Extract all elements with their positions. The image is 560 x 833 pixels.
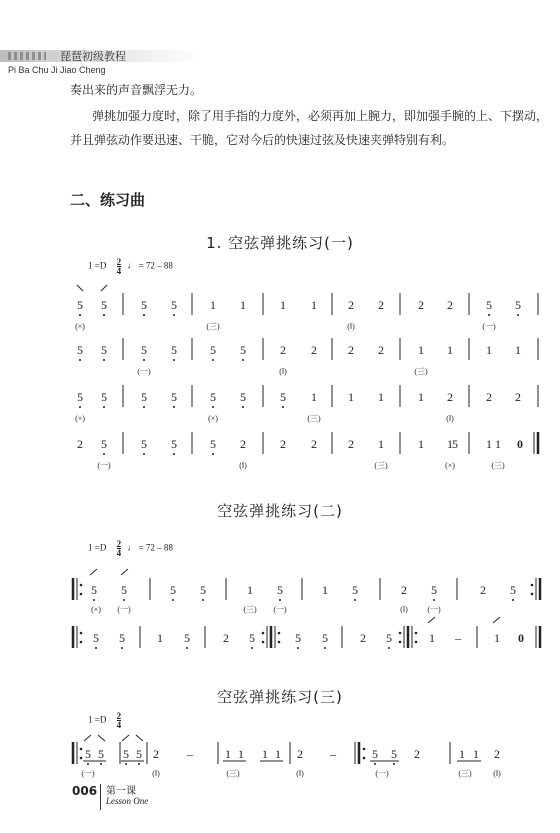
repeat-end-bar [531,578,540,600]
repeat-mid-bar-3 [355,742,365,764]
svg-text:0: 0 [518,631,524,645]
key-signature: 1 =D [88,714,107,725]
svg-text:1: 1 [322,583,328,597]
svg-text:5: 5 [136,747,142,761]
string-mark: (×) [445,461,455,470]
note: 5 [210,437,216,451]
note: 5 [77,390,83,404]
note: 5 [101,437,107,451]
lesson-label-cn: 第一课 [106,786,136,797]
svg-text:5: 5 [170,583,176,597]
note: 5 [141,390,147,404]
svg-text:–: – [330,747,336,761]
note: 5 [240,343,246,357]
svg-text:–: – [455,631,461,645]
string-mark: (×) [208,414,218,423]
svg-text:5: 5 [249,631,255,645]
book-title-pinyin: Pi Ba Chu Ji Jiao Cheng [8,65,106,75]
tempo: = 72 – 88 [138,260,173,271]
note: 2 [77,437,83,451]
note: 1 [348,390,354,404]
note: 1 [515,343,521,357]
string-mark: (一) [137,367,151,376]
note: 2 [348,298,354,312]
svg-text:5: 5 [510,583,516,597]
svg-text:5: 5 [119,631,125,645]
note: 2 [378,298,384,312]
repeat-start-bar-2 [73,626,82,648]
note: 2 [311,343,317,357]
tempo: = 72 – 88 [138,542,173,553]
svg-text:(一): (一) [117,605,131,614]
string-mark: (三) [414,367,428,376]
svg-text:(三): (三) [226,769,240,778]
svg-text:2: 2 [414,747,420,761]
time-signature: $\frac{2}{4}$ [116,711,122,730]
note: 2 [515,390,521,404]
lesson-label-en: Lesson One [106,796,149,806]
note: 5 [77,298,83,312]
svg-text:5: 5 [277,583,283,597]
note: 5 [171,298,177,312]
svg-text:1: 1 [262,747,268,761]
note: 2 [348,343,354,357]
exercise-1-title: 1. 空弦弹挑练习(一) [206,234,354,252]
note: 2 [486,390,492,404]
svg-text:2: 2 [401,583,407,597]
repeat-start-bar-3 [73,742,82,764]
svg-text:1: 1 [494,631,500,645]
note: 1 [378,437,384,451]
string-mark: (‖) [279,367,287,376]
svg-text:2: 2 [360,631,366,645]
svg-text:(‖): (‖) [152,769,160,778]
note: 2 [240,437,246,451]
svg-text:(×): (×) [91,605,101,614]
body-line-2: 弹挑加强力度时，除了用手指的力度外，必须再加上腕力，即加强手腕的上、下摆动， [92,109,549,123]
svg-text:5: 5 [322,631,328,645]
note: 5 [210,390,216,404]
note: 5 [515,298,521,312]
string-mark: (三) [307,414,321,423]
repeat-mid-bar [262,626,281,648]
body-line-3: 并且弹弦动作要迅速、干脆，它对今后的快速过弦及快速夹弹特别有利。 [70,133,455,147]
svg-text:2: 2 [297,747,303,761]
key-signature: 1 =D [88,260,107,271]
string-mark: (一) [482,322,496,331]
footer-divider [100,784,101,810]
note: 1 [210,298,216,312]
string-mark: (一) [97,461,111,470]
note: 5 [141,437,147,451]
key-signature: 1 =D [88,542,107,553]
book-title: 琵琶初级教程 [60,50,126,63]
note: 1 [280,298,286,312]
body-line-1: 奏出来的声音飘浮无力。 [70,83,203,97]
svg-text:(一): (一) [427,605,441,614]
svg-text:2: 2 [480,583,486,597]
svg-text:5: 5 [123,747,129,761]
note: 1 [311,390,317,404]
svg-text:(一): (一) [375,769,389,778]
note: 0 [517,437,523,451]
note: 5 [240,390,246,404]
note: 1 [311,298,317,312]
svg-text:1: 1 [157,631,163,645]
svg-text:(‖): (‖) [400,605,408,614]
note: 2 [348,437,354,451]
note: 1 [447,343,453,357]
note: 2 [378,343,384,357]
string-mark: (×) [75,414,85,423]
time-signature: $\frac{2}{4}$ [116,257,122,276]
svg-text:2: 2 [153,747,159,761]
svg-text:(三): (三) [458,769,472,778]
string-mark: (‖) [347,322,355,331]
svg-text:1: 1 [247,583,253,597]
repeat-start-bar [73,578,82,600]
note: 5 [171,390,177,404]
svg-text:1: 1 [459,747,465,761]
note: 5 [141,343,147,357]
note: 5 [101,298,107,312]
svg-text:5: 5 [391,747,397,761]
note: 5 [452,437,458,451]
svg-text:5: 5 [85,747,91,761]
note: 2 [447,298,453,312]
time-signature: $\frac{2}{4}$ [116,539,122,558]
note: 5 [101,343,107,357]
note: 2 [311,437,317,451]
note: 1 [486,343,492,357]
svg-text:1: 1 [238,747,244,761]
svg-text:5: 5 [121,583,127,597]
exercise-3-title: 空弦弹挑练习(三) [217,688,343,706]
string-mark: (三) [491,461,505,470]
svg-text:5: 5 [386,631,392,645]
note: 5 [171,343,177,357]
svg-text:(三): (三) [243,605,257,614]
tempo-note-icon: ♩ [127,542,137,553]
string-mark: (×) [75,322,85,331]
note: 1 [418,390,424,404]
svg-text:(一): (一) [273,605,287,614]
note: 5 [280,390,286,404]
note: 1 [418,343,424,357]
svg-text:(‖): (‖) [493,769,501,778]
note: 5 [101,390,107,404]
note: 1 [378,390,384,404]
svg-text:5: 5 [98,747,104,761]
note: 5 [77,343,83,357]
note: 1 [418,437,424,451]
exercise-2-title: 空弦弹挑练习(二) [217,502,343,520]
svg-text:2: 2 [223,631,229,645]
svg-text:–: – [187,747,193,761]
tempo-note-icon: ♩ [127,260,137,271]
note: 1 [486,437,492,451]
svg-text:5: 5 [184,631,190,645]
note: 5 [171,437,177,451]
svg-text:5: 5 [200,583,206,597]
note: 2 [418,298,424,312]
svg-text:2: 2 [494,747,500,761]
note: 1 [495,437,501,451]
note: 2 [280,343,286,357]
svg-text:5: 5 [352,583,358,597]
svg-text:1: 1 [473,747,479,761]
svg-text:5: 5 [431,583,437,597]
svg-text:5: 5 [91,583,97,597]
string-mark: (三) [206,322,220,331]
page-number: 006 [72,784,98,798]
note: 2 [447,390,453,404]
svg-text:1: 1 [429,631,435,645]
section-title: 二、练习曲 [70,191,146,209]
string-mark: (三) [374,461,388,470]
note: 5 [486,298,492,312]
note: 5 [141,298,147,312]
svg-text:5: 5 [372,747,378,761]
note: 2 [280,437,286,451]
svg-text:1: 1 [275,747,281,761]
string-mark: (‖) [239,461,247,470]
svg-text:5: 5 [295,631,301,645]
svg-text:1: 1 [225,747,231,761]
note: 5 [210,343,216,357]
svg-text:5: 5 [93,631,99,645]
string-mark: (‖) [446,414,454,423]
svg-text:(一): (一) [81,769,95,778]
note: 1 [447,437,453,451]
note: 1 [240,298,246,312]
repeat-mid-bar-2 [399,626,418,648]
svg-text:(‖): (‖) [296,769,304,778]
